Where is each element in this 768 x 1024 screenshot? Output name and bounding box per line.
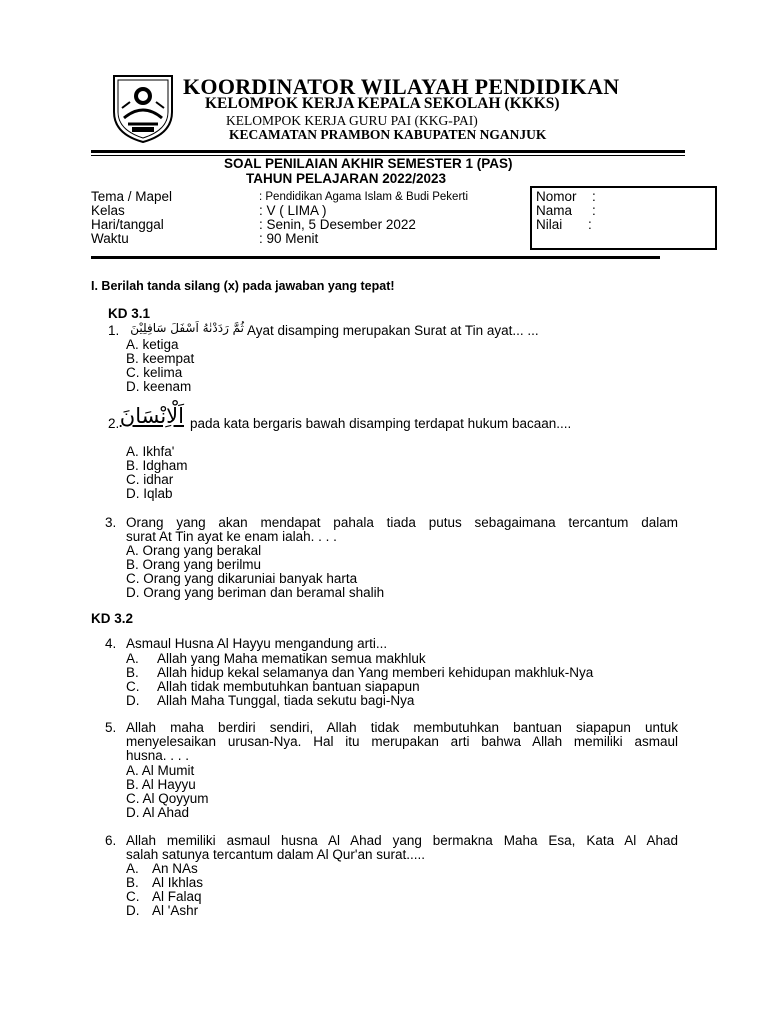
q6-option-d: Al 'Ashr [152, 903, 199, 918]
q3-option-c: C. Orang yang dikaruniai banyak harta [126, 571, 358, 586]
q4-letter-a: A. [126, 651, 139, 666]
info-divider [91, 256, 660, 259]
label-kelas: Kelas [91, 203, 125, 218]
value-tanggal: : Senin, 5 Desember 2022 [259, 217, 416, 232]
q1-text: Ayat disamping merupakan Surat at Tin ayat... ... [247, 323, 539, 338]
q4-number: 4. [105, 636, 117, 651]
box-label-nilai: Nilai [536, 217, 563, 232]
q5-text-line3: husna. . . . [126, 748, 190, 763]
q2-option-a: A. Ikhfa' [126, 444, 175, 459]
q5-text-line1: Allah maha berdiri sendiri, Allah tidak membutuhkan bantuan siapapun untuk [126, 720, 678, 735]
q2-text: pada kata bergaris bawah disamping terdapat hukum bacaan.... [190, 416, 572, 431]
q1-option-c: C. kelima [126, 365, 183, 380]
header-line2: KELOMPOK KERJA KEPALA SEKOLAH (KKKS) [205, 95, 560, 112]
q5-option-d: D. Al Ahad [126, 805, 190, 820]
q6-text-line2: salah satunya tercantum dalam Al Qur'an surat..... [126, 847, 425, 862]
value-kelas: : V ( LIMA ) [259, 203, 327, 218]
header-divider [91, 150, 685, 153]
kd-3-1: KD 3.1 [108, 306, 151, 321]
q2-option-b: B. Idgham [126, 458, 188, 473]
q2-arabic: اَلْاِنْسَانَ [119, 404, 184, 428]
q4-option-c: Allah tidak membutuhkan bantuan siapapun [157, 679, 420, 694]
label-waktu: Waktu [91, 231, 129, 246]
value-waktu: : 90 Menit [259, 231, 319, 246]
q6-text-line1: Allah memiliki asmaul husna Al Ahad yang bermakna Maha Esa, Kata Al Ahad [126, 833, 678, 848]
header-line3: KELOMPOK KERJA GURU PAI (KKG-PAI) [226, 113, 478, 128]
q6-option-b: Al Ikhlas [152, 875, 204, 890]
q5-text-line2: menyelesaikan urusan-Nya. Hal itu merupakan arti bahwa Allah memiliki asmaul [126, 734, 678, 749]
q1-option-b: B. keempat [126, 351, 195, 366]
q5-option-c: C. Al Qoyyum [126, 791, 209, 806]
q1-number: 1. [108, 323, 120, 338]
q6-letter-b: B. [126, 875, 139, 890]
q2-option-d: D. Iqlab [126, 486, 173, 501]
q3-number: 3. [105, 515, 117, 530]
q6-letter-d: D. [126, 903, 140, 918]
exam-title: SOAL PENILAIAN AKHIR SEMESTER 1 (PAS) [224, 156, 513, 171]
q6-letter-c: C. [126, 889, 140, 904]
q4-letter-c: C. [126, 679, 140, 694]
q4-text: Asmaul Husna Al Hayyu mengandung arti... [126, 636, 388, 651]
q3-option-a: A. Orang yang berakal [126, 543, 262, 558]
q4-letter-b: B. [126, 665, 139, 680]
header-title: KOORDINATOR WILAYAH PENDIDIKAN [183, 74, 620, 99]
instruction: I. Berilah tanda silang (x) pada jawaban yang tepat! [91, 279, 395, 293]
kd-3-2: KD 3.2 [91, 611, 134, 626]
q5-number: 5. [105, 720, 117, 735]
q5-option-b: B. Al Hayyu [126, 777, 196, 792]
q6-letter-a: A. [126, 861, 139, 876]
q4-option-a: Allah yang Maha mematikan semua makhluk [157, 651, 426, 666]
q4-letter-d: D. [126, 693, 140, 708]
box-colon-nomor: : [592, 189, 596, 204]
q2-number: 2. [108, 416, 120, 431]
q6-option-a: An NAs [152, 861, 198, 876]
q5-option-a: A. Al Mumit [126, 763, 195, 778]
q4-option-b: Allah hidup kekal selamanya dan Yang memberi kehidupan makhluk-Nya [157, 665, 594, 680]
q1-option-a: A. ketiga [126, 337, 179, 352]
header-line4: KECAMATAN PRAMBON KABUPATEN NGANJUK [229, 127, 547, 142]
q3-option-b: B. Orang yang berilmu [126, 557, 262, 572]
q3-text-line2: surat At Tin ayat ke enam ialah. . . . [126, 529, 337, 544]
q1-option-d: D. keenam [126, 379, 192, 394]
label-tema: Tema / Mapel [91, 189, 173, 204]
q1-arabic: ثُمَّ رَدَدْنٰهُ اَسْفَلَ سَافِلِيْنَ [130, 321, 244, 335]
q6-number: 6. [105, 833, 117, 848]
q6-option-c: Al Falaq [152, 889, 202, 904]
exam-year: TAHUN PELAJARAN 2022/2023 [246, 171, 447, 186]
logo [110, 72, 176, 144]
box-colon-nilai: : [588, 217, 592, 232]
box-label-nama: Nama [536, 203, 573, 218]
value-tema: : Pendidikan Agama Islam & Budi Pekerti [259, 191, 469, 203]
label-tanggal: Hari/tanggal [91, 217, 164, 232]
q3-option-d: D. Orang yang beriman dan beramal shalih [126, 585, 385, 600]
q3-text-line1: Orang yang akan mendapat pahala tiada putus sebagaimana tercantum dalam [126, 515, 678, 530]
q2-option-c: C. idhar [126, 472, 174, 487]
box-colon-nama: : [592, 203, 596, 218]
box-label-nomor: Nomor [536, 189, 577, 204]
q4-option-d: Allah Maha Tunggal, tiada sekutu bagi-Nya [157, 693, 415, 708]
